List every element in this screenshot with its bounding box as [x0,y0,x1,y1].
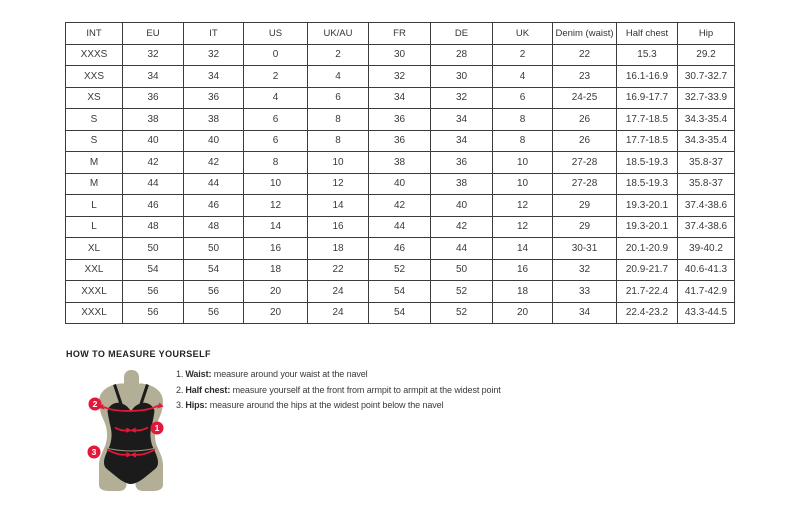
step-number: 3. [176,400,184,411]
table-cell: 36 [369,130,431,152]
table-cell: 46 [123,195,184,217]
table-cell: 8 [244,152,308,174]
table-cell: 54 [369,281,431,303]
table-row [66,281,735,303]
table-row [66,302,735,324]
table-cell: 0 [244,44,308,66]
table-cell: 41.7-42.9 [678,281,735,303]
table-cell: 16 [308,216,369,238]
table-cell: 12 [493,195,553,217]
measure-badge-2 [89,398,102,411]
size-chart-table [65,22,735,324]
column-header: INT [66,23,123,45]
table-cell: 8 [308,130,369,152]
table-cell: 56 [123,281,184,303]
step-number: 2. [176,384,184,395]
table-cell: 10 [493,173,553,195]
table-cell: 46 [369,238,431,260]
table-cell: 17.7-18.5 [617,109,678,131]
table-cell: 52 [369,259,431,281]
table-cell: 38 [369,152,431,174]
table-cell: 20 [244,302,308,324]
table-cell: XXXL [66,302,123,324]
table-cell: 38 [123,109,184,131]
table-cell: 6 [493,87,553,109]
table-cell: XS [66,87,123,109]
table-cell: 39-40.2 [678,238,735,260]
table-cell: 44 [123,173,184,195]
table-cell: 30 [431,66,493,88]
column-header: US [244,23,308,45]
measure-step-hips [176,398,501,414]
column-header: Denim (waist) [553,23,617,45]
table-cell: 18 [493,281,553,303]
step-text: measure around the hips at the widest point below the navel [207,400,444,411]
table-cell: 40.6-41.3 [678,259,735,281]
table-cell: 6 [244,109,308,131]
table-cell: 44 [369,216,431,238]
table-cell: 36 [184,87,244,109]
step-term: Half chest: [185,384,231,395]
table-cell: XXXL [66,281,123,303]
table-cell: XXS [66,66,123,88]
table-cell: 14 [493,238,553,260]
table-cell: 48 [123,216,184,238]
table-cell: 22 [553,44,617,66]
step-text: measure yourself at the front from armpit to armpit at the widest point [230,384,501,395]
table-cell: 40 [369,173,431,195]
column-header: DE [431,23,493,45]
table-cell: 34.3-35.4 [678,130,735,152]
step-term: Waist: [185,369,212,379]
column-header: FR [369,23,431,45]
table-cell: 50 [184,238,244,260]
table-cell: 18.5-19.3 [617,173,678,195]
table-cell: 32 [553,259,617,281]
step-term: Hips: [185,400,208,411]
measure-badge-1 [151,422,164,435]
table-cell: 24 [308,281,369,303]
table-cell: XXL [66,259,123,281]
table-cell: 2 [308,44,369,66]
table-cell: 32 [369,66,431,88]
svg-text:2: 2 [92,399,98,409]
table-cell: S [66,109,123,131]
table-cell: 16.9-17.7 [617,87,678,109]
column-header: Hip [678,23,735,45]
table-cell: 36 [123,87,184,109]
table-cell: 46 [184,195,244,217]
table-cell: XXXS [66,44,123,66]
table-cell: 2 [493,44,553,66]
table-cell: 34 [123,66,184,88]
table-row [66,87,735,109]
table-cell: 16 [493,259,553,281]
table-cell: 56 [184,302,244,324]
table-cell: 40 [431,195,493,217]
table-row [66,173,735,195]
table-cell: 24 [308,302,369,324]
table-cell: 27-28 [553,173,617,195]
table-cell: 4 [493,66,553,88]
table-cell: 8 [308,109,369,131]
table-cell: 36 [369,109,431,131]
table-cell: 20 [244,281,308,303]
table-cell: 12 [493,216,553,238]
table-cell: 12 [244,195,308,217]
table-cell: 26 [553,109,617,131]
table-cell: 56 [123,302,184,324]
table-cell: 6 [308,87,369,109]
table-cell: 19.3-20.1 [617,195,678,217]
table-cell: XL [66,238,123,260]
table-cell: 20 [493,302,553,324]
table-row [66,66,735,88]
table-cell: 19.3-20.1 [617,216,678,238]
header-row [66,23,735,45]
table-cell: 21.7-22.4 [617,281,678,303]
table-cell: 43.3-44.5 [678,302,735,324]
column-header: IT [184,23,244,45]
table-cell: 56 [184,281,244,303]
table-cell: 10 [493,152,553,174]
table-cell: L [66,216,123,238]
table-cell: 20.9-21.7 [617,259,678,281]
table-row [66,216,735,238]
table-cell: 52 [431,302,493,324]
table-cell: 18.5-19.3 [617,152,678,174]
table-cell: 16.1-16.9 [617,66,678,88]
table-cell: 8 [493,130,553,152]
table-row [66,44,735,66]
table-cell: 29.2 [678,44,735,66]
table-cell: M [66,152,123,174]
table-cell: 34 [431,109,493,131]
table-cell: 28 [431,44,493,66]
measure-step-waist [176,367,501,383]
table-cell: 14 [308,195,369,217]
column-header: UK/AU [308,23,369,45]
measure-section-title: HOW TO MEASURE YOURSELF [66,349,211,359]
table-cell: 23 [553,66,617,88]
table-cell: 34 [369,87,431,109]
table-row [66,195,735,217]
step-text: measure around your waist at the navel [211,369,368,379]
table-cell: 12 [308,173,369,195]
table-cell: 2 [244,66,308,88]
table-cell: 32.7-33.9 [678,87,735,109]
table-cell: 8 [493,109,553,131]
svg-text:3: 3 [91,447,97,457]
column-header: Half chest [617,23,678,45]
table-cell: 54 [369,302,431,324]
table-cell: 38 [431,173,493,195]
table-cell: 38 [184,109,244,131]
table-cell: 52 [431,281,493,303]
table-cell: 24-25 [553,87,617,109]
table-cell: 44 [431,238,493,260]
table-cell: 37.4-38.6 [678,216,735,238]
table-cell: 35.8-37 [678,152,735,174]
mannequin-illustration [78,368,190,492]
table-cell: 14 [244,216,308,238]
table-cell: 42 [369,195,431,217]
table-cell: 32 [123,44,184,66]
svg-text:1: 1 [154,423,160,433]
table-cell: 29 [553,195,617,217]
table-cell: 40 [123,130,184,152]
table-cell: 35.8-37 [678,173,735,195]
table-cell: 16 [244,238,308,260]
table-cell: 48 [184,216,244,238]
table-cell: 42 [123,152,184,174]
table-cell: 18 [308,238,369,260]
table-cell: 18 [244,259,308,281]
table-cell: 34 [184,66,244,88]
table-cell: 17.7-18.5 [617,130,678,152]
table-cell: 4 [244,87,308,109]
table-cell: 36 [431,152,493,174]
table-cell: 10 [308,152,369,174]
table-cell: 42 [431,216,493,238]
table-cell: 29 [553,216,617,238]
table-cell: L [66,195,123,217]
table-cell: 44 [184,173,244,195]
table-cell: 15.3 [617,44,678,66]
table-cell: 22.4-23.2 [617,302,678,324]
table-cell: 6 [244,130,308,152]
table-cell: 34.3-35.4 [678,109,735,131]
table-cell: 32 [431,87,493,109]
table-cell: 50 [431,259,493,281]
column-header: UK [493,23,553,45]
table-cell: 27-28 [553,152,617,174]
step-number: 1. [176,369,184,379]
table-cell: 33 [553,281,617,303]
table-cell: 40 [184,130,244,152]
table-cell: 54 [123,259,184,281]
measure-step-half-chest [176,383,501,399]
table-row [66,259,735,281]
table-cell: 26 [553,130,617,152]
table-row [66,109,735,131]
table-cell: 30-31 [553,238,617,260]
table-cell: 34 [553,302,617,324]
measure-steps [176,367,501,414]
table-row [66,152,735,174]
table-cell: 32 [184,44,244,66]
column-header: EU [123,23,184,45]
table-cell: 34 [431,130,493,152]
table-cell: 54 [184,259,244,281]
table-cell: 30.7-32.7 [678,66,735,88]
table-cell: 4 [308,66,369,88]
table-row [66,130,735,152]
measure-badge-3 [88,446,101,459]
table-cell: 22 [308,259,369,281]
table-cell: 20.1-20.9 [617,238,678,260]
table-cell: 42 [184,152,244,174]
table-cell: M [66,173,123,195]
table-cell: 30 [369,44,431,66]
table-cell: 37.4-38.6 [678,195,735,217]
table-cell: S [66,130,123,152]
camisole-and-briefs [104,403,158,484]
table-cell: 10 [244,173,308,195]
table-row [66,238,735,260]
table-cell: 50 [123,238,184,260]
